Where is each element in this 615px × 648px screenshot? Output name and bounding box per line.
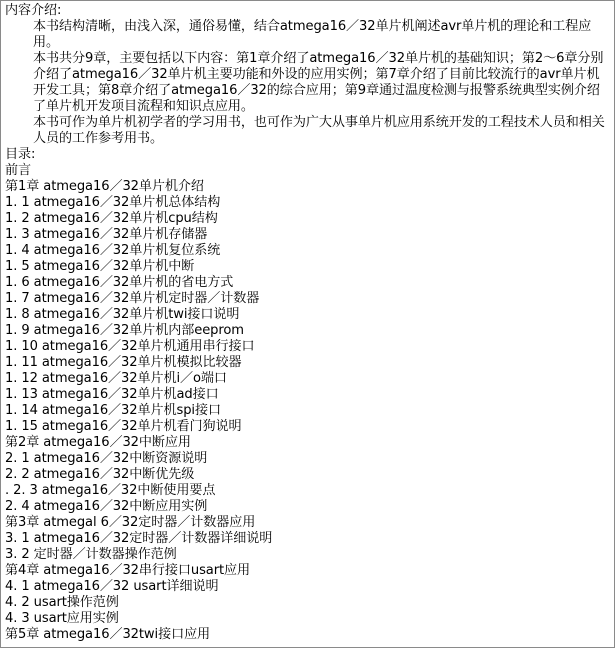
text-content[interactable] (5, 3, 608, 643)
toc-line: 2. 1 atmega16／32中断资源说明 (5, 451, 208, 466)
toc-line: 1. 15 atmega16／32单片机看门狗说明 (5, 419, 242, 434)
toc-line: 2. 2 atmega16／32中断优先级 (5, 467, 195, 482)
toc-line: 1. 12 atmega16／32单片机i／o端口 (5, 371, 227, 386)
toc-line: 2. 4 atmega16／32中断应用实例 (5, 499, 208, 514)
toc-line: 1. 4 atmega16／32单片机复位系统 (5, 243, 221, 258)
toc-line: 第1章 atmega16／32单片机介绍 (5, 179, 204, 194)
toc-line: 1. 5 atmega16／32单片机中断 (5, 259, 195, 274)
toc-line: 1. 7 atmega16／32单片机定时器／计数器 (5, 291, 260, 306)
toc-line: 1. 13 atmega16／32单片机ad接口 (5, 387, 219, 402)
intro-paragraph-1: 本书结构清晰，由浅入深，通俗易懂，结合atmega16／32单片机阐述avr单片机的理论和工程应用。 (33, 19, 592, 50)
intro-paragraph-2: 本书共分9章，主要包括以下内容：第1章介绍了atmega16／32单片机的基础知识；第2～6章分别介绍了atmega16／32单片机主要功能和外设的应用实例；第7章介绍了目前比较流行的avr单片机开发工具；第8章介绍了atmega16／32的综合应用；第9章通过温度检测与报警系统典型实例介绍了单片机开发项目流程和知识点应用。 (33, 51, 604, 114)
intro-heading: 内容介绍: (5, 3, 62, 18)
toc-line: 1. 11 atmega16／32单片机模拟比较器 (5, 355, 242, 370)
toc-line: 第4章 atmega16／32串行接口usart应用 (5, 563, 251, 578)
toc-line: 1. 1 atmega16／32单片机总体结构 (5, 195, 221, 210)
toc-line: 4. 3 usart应用实例 (5, 611, 119, 626)
toc-line: 1. 2 atmega16／32单片机cpu结构 (5, 211, 218, 226)
toc-line: 3. 2 定时器／计数器操作范例 (5, 547, 177, 562)
toc-line: 1. 3 atmega16／32单片机存储器 (5, 227, 208, 242)
toc-line: 1. 8 atmega16／32单片机twi接口说明 (5, 307, 240, 322)
toc-line: . 2. 3 atmega16／32中断使用要点 (5, 483, 216, 498)
toc-heading: 目录: (5, 147, 36, 162)
intro-paragraph-3: 本书可作为单片机初学者的学习用书，也可作为广大从事单片机应用系统开发的工程技术人员和相关人员的工作参考用书。 (33, 115, 605, 146)
toc-line: 第3章 atmegal 6／32定时器／计数器应用 (5, 515, 256, 530)
toc-line: 4. 2 usart操作范例 (5, 595, 119, 610)
toc-line: 第5章 atmega16／32twi接口应用 (5, 627, 211, 642)
toc-line: 第2章 atmega16／32中断应用 (5, 435, 191, 450)
toc-line: 1. 6 atmega16／32单片机的省电方式 (5, 275, 234, 290)
toc-line: 前言 (5, 163, 31, 178)
toc-line: 3. 1 atmega16／32定时器／计数器详细说明 (5, 531, 273, 546)
toc-line: 1. 9 atmega16／32单片机内部eeprom (5, 323, 244, 338)
toc-line: 1. 10 atmega16／32单片机通用串行接口 (5, 339, 255, 354)
toc-list (5, 163, 608, 643)
toc-line: 1. 14 atmega16／32单片机spi接口 (5, 403, 221, 418)
toc-line: 4. 1 atmega16／32 usart详细说明 (5, 579, 219, 594)
